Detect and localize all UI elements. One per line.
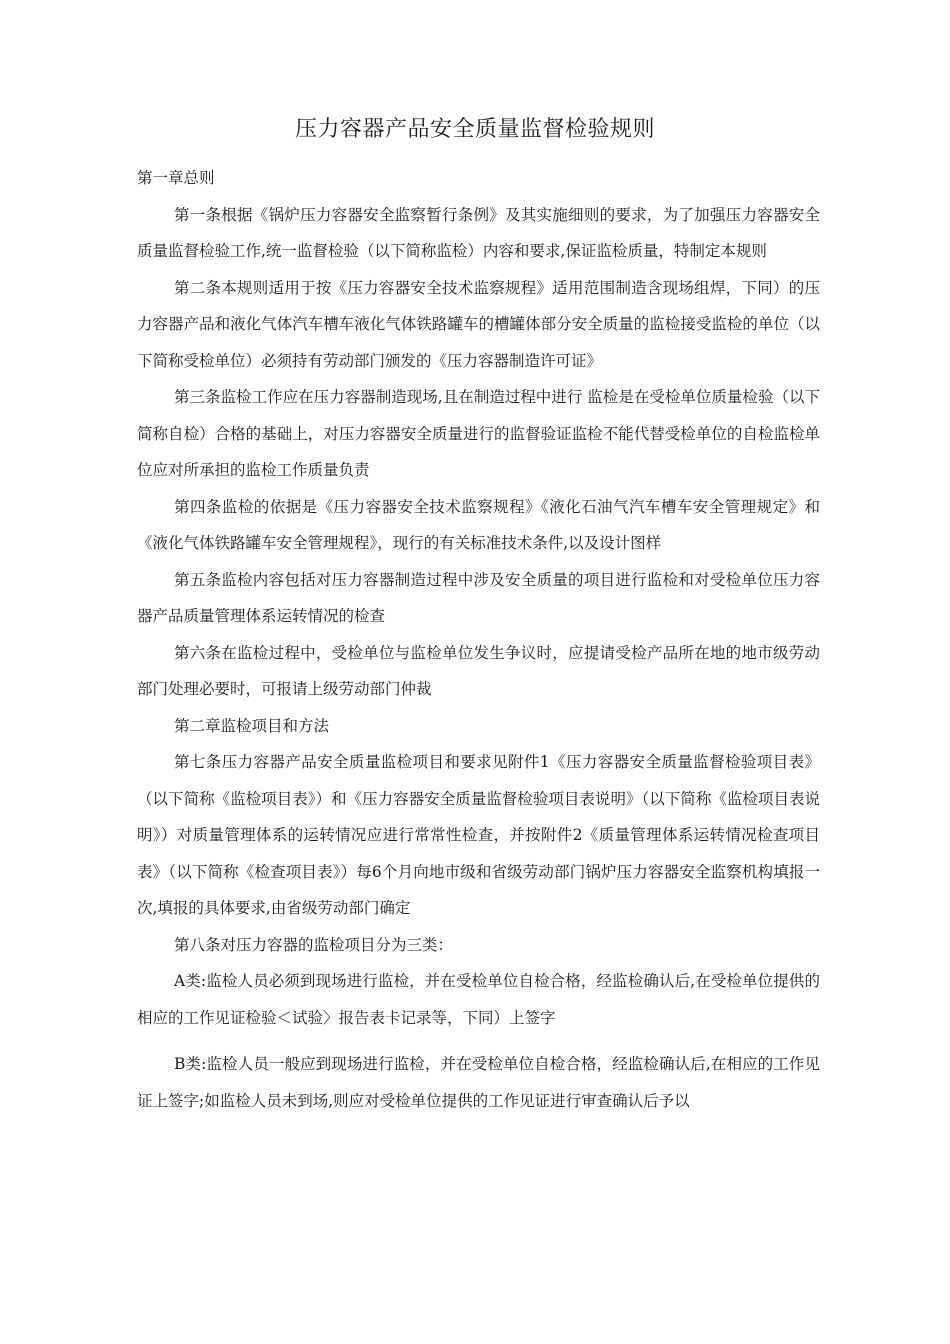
article-4: 第四条监检的依据是《压力容器安全技术监察规程》《液化石油气汽车槽车安全管理规定》和《液化气体铁路罐车安全管理规程》，现行的有关标准技术条件,以及设计图样 [137,497,820,552]
article-1: 第一条根据《锅炉压力容器安全监察暂行条例》及其实施细则的要求，为了加强压力容器安全质量监督检验工作,统一监督检验（以下简称监检）内容和要求,保证监检质量，特制定本规则 [137,205,820,260]
article-8: 第八条对压力容器的监检项目分为三类： [174,935,454,954]
article-6: 第六条在监检过程中，受检单位与监检单位发生争议时，应提请受检产品所在地的地市级劳动部门处理必要时，可报请上级劳动部门仲裁 [137,643,820,698]
category-a: A类:监检人员必须到现场进行监检，并在受检单位自检合格，经监检确认后,在受检单位提供的相应的工作见证检验＜试验〉报告表卡记录等，下同）上签字 [137,972,820,1027]
article-2: 第二条本规则适用于按《压力容器安全技术监察规程》适用范围制造含现场组焊，下同）的压力容器产品和液化气体汽车槽车液化气体铁路罐车的槽罐体部分安全质量的监检接受监检的单位（以下简称受检单位）必须持有劳动部门颁发的《压力容器制造许可证》 [137,278,820,370]
category-b: B类:监检人员一般应到现场进行监检，并在受检单位自检合格，经监检确认后,在相应的工作见证上签字;如监检人员未到场,则应对受检单位提供的工作见证进行审查确认后予以 [137,1055,820,1110]
document-title: 压力容器产品安全质量监督检验规则 [294,117,655,142]
chapter-2-heading: 第二章监检项目和方法 [174,716,330,735]
article-3: 第三条监检工作应在压力容器制造现场,且在制造过程中进行 监检是在受检单位质量检验（以下简称自检）合格的基础上，对压力容器安全质量进行的监督验证监检不能代替受检单位的自检监检单位应对所承担的监检工作质量负责 [137,388,820,479]
article-7: 第七条压力容器产品安全质量监检项目和要求见附件1《压力容器安全质量监督检验项目表》（以下简称《监检项目表》）和《压力容器安全质量监督检验项目表说明》（以下简称《监检项目表说明》）对质量管理体系的运转情况应进行常常性检查，并按附件2《质量管理体系运转情况检查项目表》（以下简称《检查项目表》）每6个月向地市级和省级劳动部门锅炉压力容器安全监察机构填报一次,填报的具体要求,由省级劳动部门确定 [137,753,820,917]
document-body [137,160,820,1119]
chapter-1-heading: 第一章总则 [137,169,215,187]
article-5: 第五条监检内容包括对压力容器制造过程中涉及安全质量的项目进行监检和对受检单位压力容器产品质量管理体系运转情况的检查 [137,570,820,625]
